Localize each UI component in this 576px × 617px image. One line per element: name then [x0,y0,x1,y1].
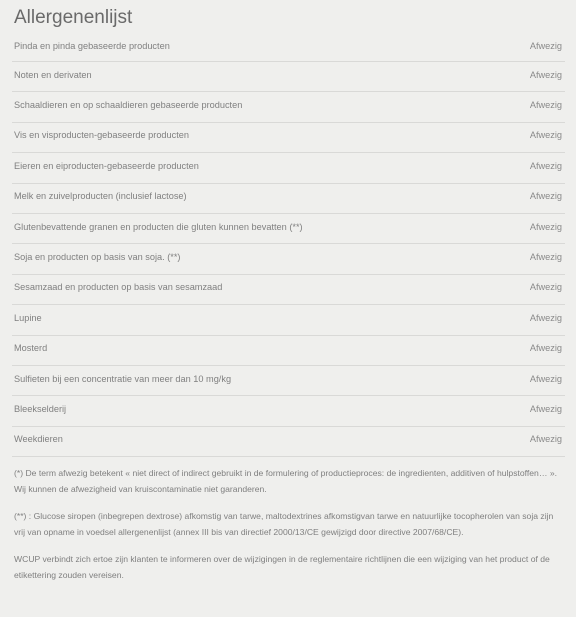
allergen-status: Afwezig [529,312,562,323]
allergen-status: Afwezig [529,130,562,141]
allergen-name: Melk en zuivelproducten (inclusief lactose) [14,191,187,202]
allergen-status: Afwezig [529,282,562,293]
allergen-status: Afwezig [529,373,562,384]
allergen-name: Eieren en eiproducten-gebaseerde producten [14,160,199,171]
allergen-row [12,336,565,366]
page-title: Allergenenlijst [14,7,133,28]
allergen-name: Noten en derivaten [14,69,92,80]
footnote-glucose-exemption: (**) : Glucose siropen (inbegrepen dextrose) afkomstig van tarwe, maltodextrines afkomstigvan tarwe en natuurlijke tocopherolen van soja zijn vrij van opname in voedsel allergenenlijst (annex III bis van directief 2000/13/CE gewijzigd door directive 2007/68/CE). [14,511,554,537]
allergen-row [12,427,565,457]
allergen-status: Afwezig [529,403,562,414]
footnotes [12,466,565,583]
allergen-status: Afwezig [529,221,562,232]
allergen-status: Afwezig [529,252,562,263]
allergen-status: Afwezig [529,69,562,80]
allergen-status: Afwezig [529,434,562,445]
allergen-row [12,184,565,214]
allergen-row [12,244,565,274]
allergen-row [12,366,565,396]
allergen-row [12,123,565,153]
allergen-name: Sulfieten bij een concentratie van meer dan 10 mg/kg [14,373,232,384]
allergen-list [12,35,565,457]
allergen-name: Mosterd [14,343,48,354]
allergen-name: Lupine [14,312,42,323]
allergen-name: Soja en producten op basis van soja. (**) [14,252,181,263]
allergen-row [12,153,565,183]
allergen-name: Schaaldieren en op schaaldieren gebaseerde producten [14,100,243,111]
footnote-absent-definition: (*) De term afwezig betekent « niet direct of indirect gebruikt in de formulering of productieproces: de ingredienten, additiven of hulpstoffen… ». Wij kunnen de afwezigheid van kruiscontaminatie niet garanderen. [14,468,557,494]
footnote-regulatory-commitment: WCUP verbindt zich ertoe zijn klanten te informeren over de wijzigingen in de reglementaire richtlijnen die een wijziging van het product of de etikettering zouden vereisen. [14,554,550,580]
allergen-status: Afwezig [529,160,562,171]
allergen-row [12,35,565,62]
allergen-row [12,92,565,122]
allergen-row [12,396,565,426]
allergen-status: Afwezig [529,41,562,51]
allergen-name: Vis en visproducten-gebaseerde producten [14,130,190,141]
allergen-name: Glutenbevattende granen en producten die gluten kunnen bevatten (**) [14,221,303,232]
allergen-row [12,275,565,305]
allergen-name: Weekdieren [14,434,63,445]
allergen-row [12,214,565,244]
allergen-status: Afwezig [529,100,562,111]
allergen-row [12,62,565,92]
allergen-status: Afwezig [529,191,562,202]
allergen-name: Sesamzaad en producten op basis van sesamzaad [14,282,223,293]
allergen-name: Pinda en pinda gebaseerde producten [14,41,170,51]
allergen-row [12,305,565,335]
allergen-name: Bleekselderij [14,403,67,414]
allergen-status: Afwezig [529,343,562,354]
